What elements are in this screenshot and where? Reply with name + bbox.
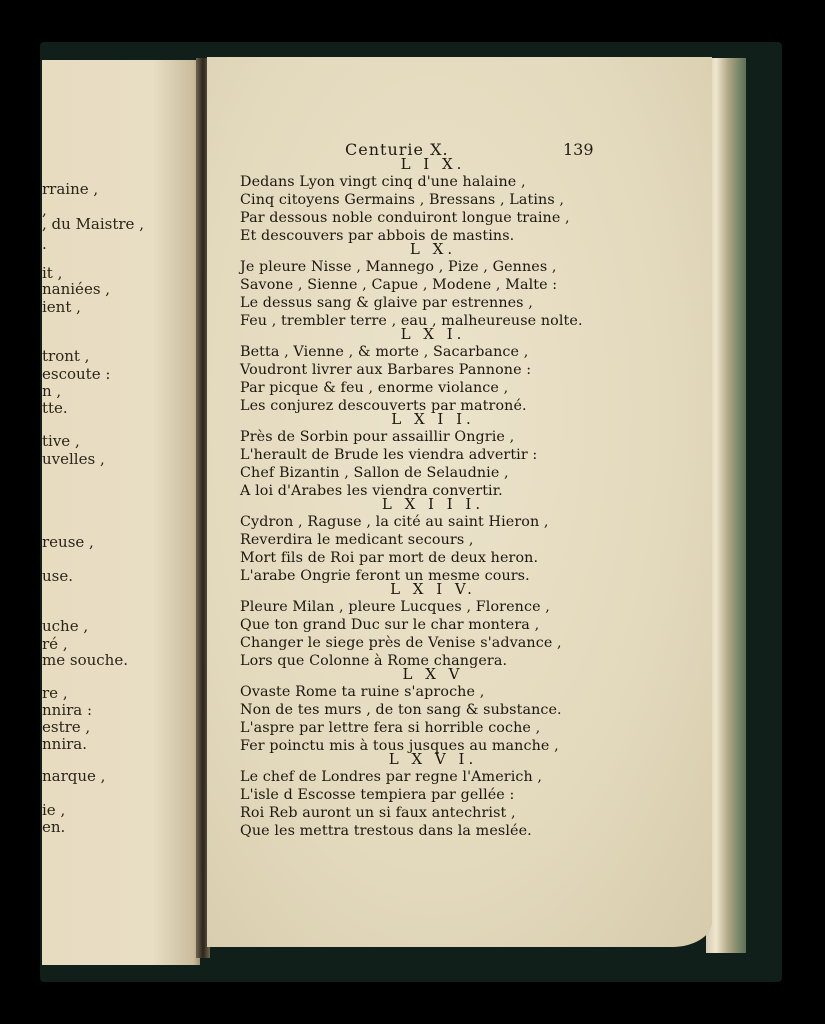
left-page-line: ré , xyxy=(42,635,68,653)
left-page-line: narque , xyxy=(42,767,106,785)
verse-line: Le dessus sang & glaive par estrennes , xyxy=(240,295,533,311)
left-page-line: ie , xyxy=(42,801,66,819)
verse-line: Par picque & feu , enorme violance , xyxy=(240,380,509,396)
verse-line: Par dessous noble conduiront longue traine , xyxy=(240,210,570,226)
stanza-number: L X V I. xyxy=(388,750,478,768)
left-page-line: n , xyxy=(42,382,62,400)
left-page xyxy=(42,60,200,965)
verse-line: Non de tes murs , de ton sang & substance. xyxy=(240,702,562,718)
stanza-number: L X I I I. xyxy=(381,495,485,513)
stanza-number: L X I I. xyxy=(391,410,475,428)
verse-line: Et descouvers par abbois de mastins. xyxy=(240,228,515,244)
verse-line: Chef Bizantin , Sallon de Selaudnie , xyxy=(240,465,509,481)
left-page-line: escoute : xyxy=(42,365,111,383)
left-page-line: re , xyxy=(42,684,68,702)
verse-line: Dedans Lyon vingt cinq d'une halaine , xyxy=(240,174,526,190)
verse-line: Fer poinctu mis à tous jusques au manche , xyxy=(240,738,559,754)
left-page-line: tive , xyxy=(42,432,80,450)
verse-line: Mort fils de Roi par mort de deux heron. xyxy=(240,550,539,566)
left-page-line: naniées , xyxy=(42,280,111,298)
left-page-line: nnira. xyxy=(42,735,87,753)
verse-line: L'arabe Ongrie feront un mesme cours. xyxy=(240,568,530,584)
left-page-line: tte. xyxy=(42,399,68,417)
verse-line: Que ton grand Duc sur le char montera , xyxy=(240,617,540,633)
verse-line: Ovaste Rome ta ruine s'aproche , xyxy=(240,684,485,700)
left-page-line: , du Maistre , xyxy=(42,215,144,233)
verse-line: Reverdira le medicant secours , xyxy=(240,532,474,548)
left-page-line: reuse , xyxy=(42,533,94,551)
verse-line: L'herault de Brude les viendra advertir : xyxy=(240,447,538,463)
left-page-line: use. xyxy=(42,567,74,585)
stanza-number: L X. xyxy=(409,240,457,258)
verse-line: Roi Reb auront un si faux antechrist , xyxy=(240,805,516,821)
verse-line: Changer le siege près de Venise s'advance , xyxy=(240,635,562,651)
verse-line: Cydron , Raguse , la cité au saint Hieron , xyxy=(240,514,549,530)
verse-line: Je pleure Nisse , Mannego , Pize , Gennes , xyxy=(240,259,557,275)
verse-line: Betta , Vienne , & morte , Sacarbance , xyxy=(240,344,529,360)
verse-line: L'aspre par lettre fera si horrible coche , xyxy=(240,720,541,736)
left-page-line: en. xyxy=(42,818,66,836)
verse-line: Savone , Sienne , Capue , Modene , Malte : xyxy=(240,277,558,293)
left-page-line: estre , xyxy=(42,718,91,736)
verse-line: Voudront livrer aux Barbares Pannone : xyxy=(240,362,532,378)
running-title: Centurie X. xyxy=(345,140,449,159)
stanza-number: L X I. xyxy=(400,325,466,343)
verse-line: Que les mettra trestous dans la meslée. xyxy=(240,823,532,839)
page-edges xyxy=(706,58,746,953)
left-page-line: rraine , xyxy=(42,180,99,198)
left-page-line: uvelles , xyxy=(42,450,105,468)
verse-line: L'isle d Escosse tempiera par gellée : xyxy=(240,787,515,803)
verse-line: Les conjurez descouverts par matroné. xyxy=(240,398,527,414)
verse-line: Près de Sorbin pour assaillir Ongrie , xyxy=(240,429,515,445)
page-number: 139 xyxy=(563,140,594,159)
stanza-number: L X V xyxy=(402,665,464,683)
verse-line: Lors que Colonne à Rome changera. xyxy=(240,653,508,669)
stanza-number: L X I V. xyxy=(390,580,476,598)
stanza-number: L I X. xyxy=(400,155,466,173)
left-page-line: tront , xyxy=(42,347,90,365)
left-page-line: nnira : xyxy=(42,701,93,719)
verse-line: Le chef de Londres par regne l'Americh , xyxy=(240,769,543,785)
left-page-line: . xyxy=(42,235,47,253)
left-page-line: ient , xyxy=(42,298,81,316)
verse-line: A loi d'Arabes les viendra convertir. xyxy=(240,483,503,499)
left-page-line: uche , xyxy=(42,617,89,635)
left-page-line: it , xyxy=(42,264,63,282)
left-page-line: me souche. xyxy=(42,651,128,669)
verse-line: Cinq citoyens Germains , Bressans , Latins , xyxy=(240,192,565,208)
verse-line: Feu , trembler terre , eau , malheureuse nolte. xyxy=(240,313,583,329)
left-page-line: , xyxy=(42,201,47,219)
verse-line: Pleure Milan , pleure Lucques , Florence , xyxy=(240,599,550,615)
